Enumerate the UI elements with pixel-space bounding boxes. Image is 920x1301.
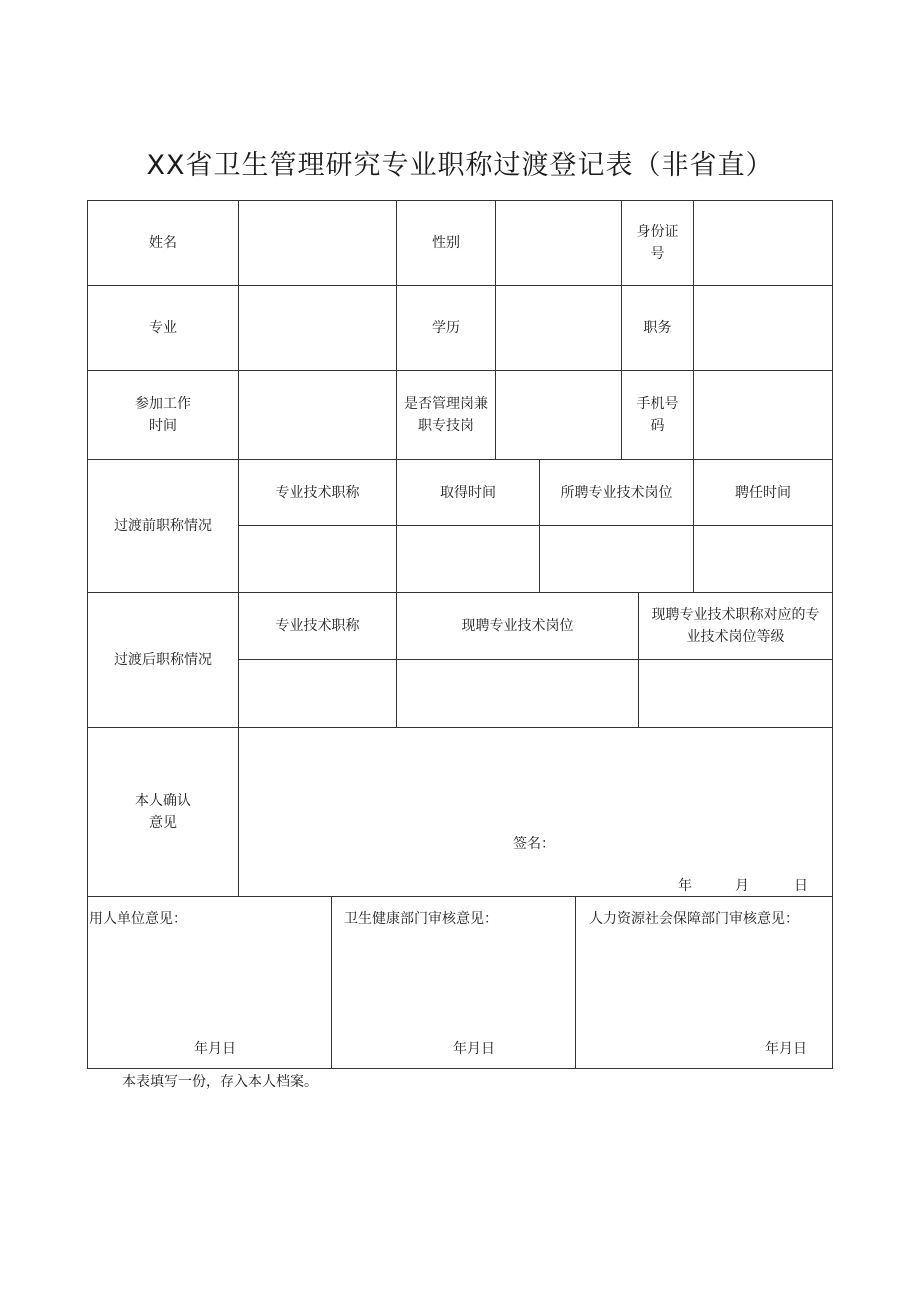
position-label-cell	[621, 285, 693, 370]
confirm-month: 月	[735, 878, 749, 894]
approval-employer-date: 年月日	[194, 1041, 236, 1057]
before-header-title: 专业技术职称	[238, 459, 396, 525]
after-label-cell	[87, 592, 238, 727]
before-header-obtained-time: 取得时间	[396, 459, 539, 525]
approval-hr-date: 年月日	[765, 1041, 807, 1057]
after-header-post: 现聘专业技术岗位	[396, 592, 638, 659]
name-input-cell[interactable]	[238, 200, 396, 285]
before-post-input[interactable]	[539, 525, 693, 592]
before-header-hire-time: 聘任时间	[693, 459, 833, 525]
major-label: 专业	[149, 320, 177, 336]
confirm-label: 本人确认 意见	[135, 793, 191, 831]
confirm-input-cell[interactable]	[238, 727, 833, 896]
education-label-cell	[396, 285, 495, 370]
work-time-label: 参加工作 时间	[135, 396, 191, 434]
education-input-cell[interactable]	[495, 285, 621, 370]
approval-hr-label: 人力资源社会保障部门审核意见：	[589, 911, 799, 927]
id-label-cell	[621, 200, 693, 285]
concurrent-input-cell[interactable]	[495, 370, 621, 459]
after-header-level: 现聘专业技术职称对应的专 业技术岗位等级	[638, 592, 833, 659]
approval-employer-label: 用人单位意见：	[89, 911, 187, 927]
before-label-cell	[87, 459, 238, 592]
gender-input-cell[interactable]	[495, 200, 621, 285]
work-time-label-cell	[87, 370, 238, 459]
id-input-cell[interactable]	[693, 200, 833, 285]
before-obtained-time-input[interactable]	[396, 525, 539, 592]
before-header-post: 所聘专业技术岗位	[539, 459, 693, 525]
work-time-input-cell[interactable]	[238, 370, 396, 459]
confirm-label-cell	[87, 727, 238, 896]
concurrent-label-cell	[396, 370, 495, 459]
phone-input-cell[interactable]	[693, 370, 833, 459]
position-label: 职务	[643, 320, 672, 336]
id-label: 身份证 号	[636, 224, 679, 262]
major-input-cell[interactable]	[238, 285, 396, 370]
after-title-input[interactable]	[238, 659, 396, 727]
phone-label-cell	[621, 370, 693, 459]
approval-health-label: 卫生健康部门审核意见：	[344, 911, 498, 927]
confirm-year: 年	[678, 878, 692, 894]
after-level-input[interactable]	[638, 659, 833, 727]
signature-label: 签名：	[513, 836, 555, 852]
confirm-day: 日	[794, 878, 808, 894]
before-label: 过渡前职称情况	[114, 518, 212, 534]
education-label: 学历	[432, 320, 460, 336]
name-label: 姓名	[149, 235, 177, 251]
footnote: 本表填写一份，存入本人档案。	[122, 1074, 318, 1090]
gender-label-cell	[396, 200, 495, 285]
gender-label: 性别	[432, 235, 460, 251]
major-label-cell	[87, 285, 238, 370]
concurrent-label: 是否管理岗兼 职专技岗	[404, 396, 488, 434]
page-title: XX省卫生管理研究专业职称过渡登记表（非省直）	[146, 150, 774, 181]
position-input-cell[interactable]	[693, 285, 833, 370]
after-post-input[interactable]	[396, 659, 638, 727]
approval-health-date: 年月日	[453, 1041, 495, 1057]
name-label-cell	[87, 200, 238, 285]
after-label: 过渡后职称情况	[114, 652, 212, 668]
before-hire-time-input[interactable]	[693, 525, 833, 592]
after-header-title: 专业技术职称	[238, 592, 396, 659]
phone-label: 手机号 码	[636, 396, 679, 434]
before-title-input[interactable]	[238, 525, 396, 592]
